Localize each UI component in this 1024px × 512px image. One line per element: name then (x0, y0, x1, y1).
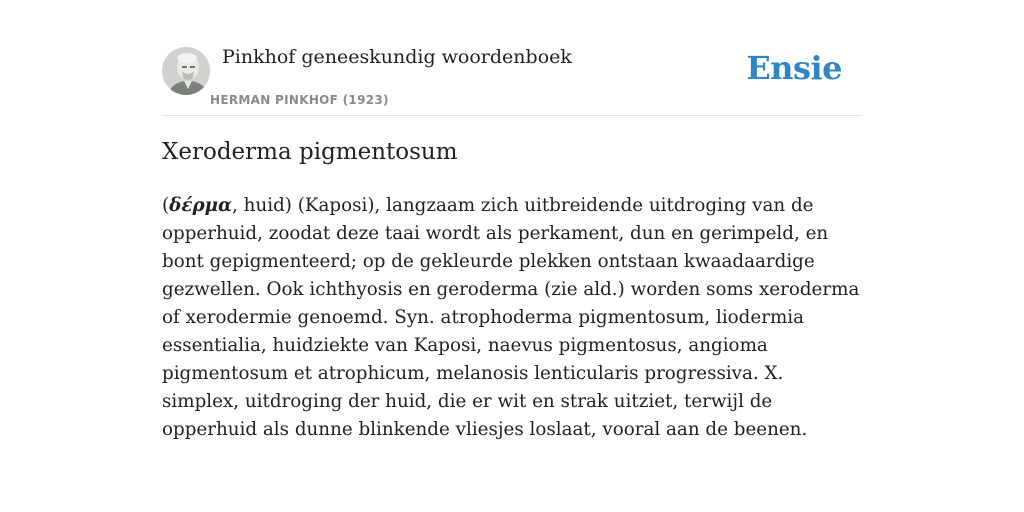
author-name[interactable]: HERMAN PINKHOF (1923) (210, 93, 389, 107)
source-header (162, 0, 862, 116)
source-title[interactable]: Pinkhof geneeskundig woordenboek (222, 46, 572, 68)
ensie-logo[interactable]: Ensie (746, 49, 842, 87)
definition-text: , huid) (Kaposi), langzaam zich uitbreidende uitdroging van de opperhuid, zoodat deze taai wordt als perkament, dun en gerimpeld, en bont gepigmenteerd; op de gekleurde plekken ontstaan kwaadaardige gezwellen. Ook ichthyosis en geroderma (zie ald.) worden soms xeroderma of xerodermie genoemd. Syn. atrophoderma pigmentosum, liodermia essentialia, huidziekte van Kaposi, naevus pigmentosus, angioma pigmentosum et atrophicum, melanosis lenticularis progressiva. X. simplex, uitdroging der huid, die er wit en strak uitziet, terwijl de opperhuid als dunne blinkende vliesjes loslaat, vooral aan de beenen. (162, 195, 860, 440)
author-avatar[interactable] (162, 47, 210, 95)
definition-open-paren: ( (162, 195, 170, 216)
greek-etymology: δέρμα (169, 195, 233, 216)
entry-definition (162, 192, 862, 444)
page (162, 0, 862, 512)
entry-term: Xeroderma pigmentosum (162, 139, 458, 165)
portrait-icon (162, 47, 210, 95)
